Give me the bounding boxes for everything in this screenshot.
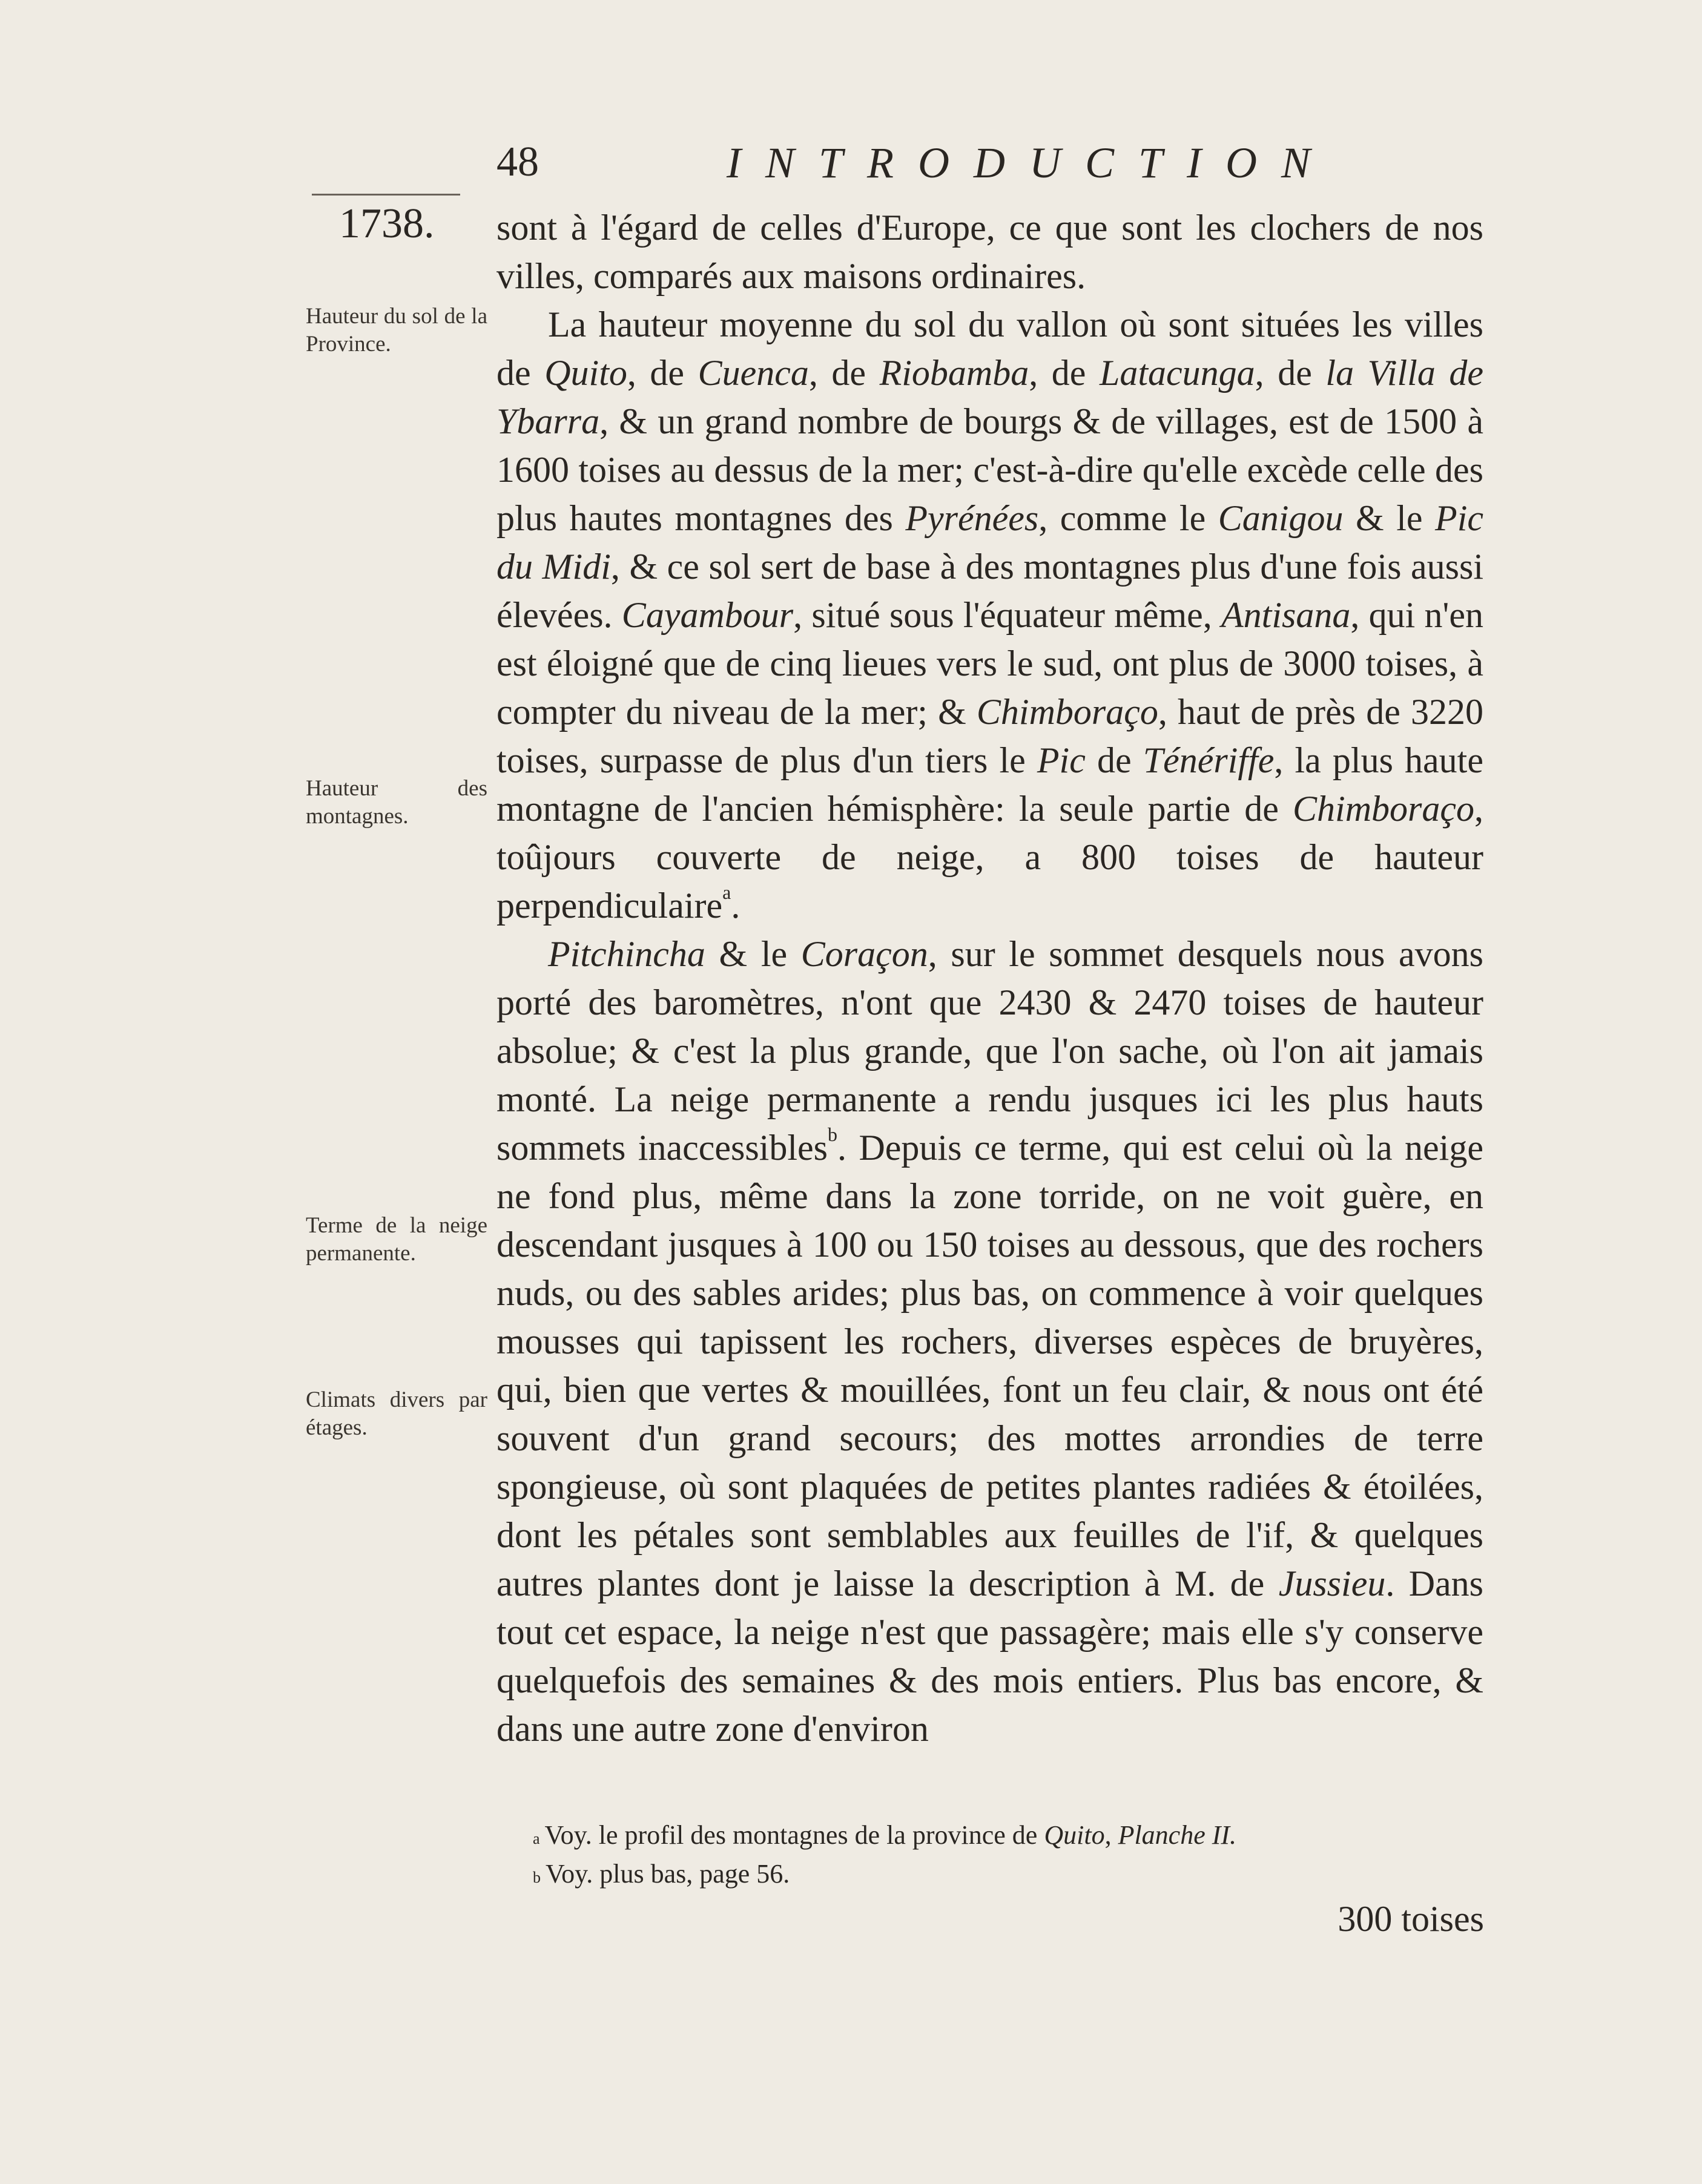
paragraph-1: sont à l'égard de celles d'Europe, ce que sont les clochers de nos villes, comparés aux maisons ordinaires. (496, 208, 1483, 296)
place-chimborazo-2: Chimboraço (1293, 789, 1474, 829)
side-note-terme-neige: Terme de la neige permanente. (306, 1213, 487, 1266)
footnotes (533, 1816, 1489, 1893)
side-note-hauteur-sol: Hauteur du sol de la Province. (306, 304, 487, 357)
place-chimborazo: Chimboraço (976, 692, 1158, 732)
place-pyrenees: Pyrénées (905, 498, 1039, 538)
place-cayambour: Cayambour (621, 595, 794, 635)
place-antisana: Antisana (1221, 595, 1351, 635)
place-teneriffe: Ténériffe (1143, 740, 1275, 780)
place-pic-du-midi: Pic du Midi (496, 498, 1483, 587)
page-number: 48 (496, 139, 539, 185)
place-pic: Pic (1037, 740, 1086, 780)
place-coracon: Coraçon (800, 934, 928, 974)
margin-year: 1738. (339, 200, 435, 247)
footnote-mark-a: a (533, 1830, 540, 1847)
paragraph-2: La hauteur moyenne du sol du vallon où sont situées les villes de Quito, de Cuenca, de Riobamba, de Latacunga, de la Villa de Ybarra, & un grand nombre de bourgs & de villages, est de 1500 à 1600 toises au dessus de la mer; c'est-à-dire qu'elle excède celle des plus hautes montagnes des Pyrénées, comme le Canigou & le Pic du Midi, & ce sol sert de base à des montagnes plus d'une fois aussi élevées. Cayambour, situé sous l'équateur même, Antisana, qui n'en est éloigné que de cinq lieues vers le sud, ont plus de 3000 toises, à compter du niveau de la mer; & Chimboraço, haut de près de 3220 toises, surpasse de plus d'un tiers le Pic de Ténériffe, la plus haute montagne de l'ancien hémisphère: la seule partie de Chimboraço, toûjours couverte de neige, a 800 toises de hauteur perpendiculaire$^a$. (496, 304, 1484, 926)
place-pitchincha: Pitchincha (548, 934, 705, 974)
footnote-mark-b: b (533, 1869, 541, 1886)
side-note-climats: Climats divers par étages. (306, 1387, 487, 1440)
place-villa-ybarra: la Villa de Ybarra (496, 353, 1484, 441)
page-header (496, 138, 1496, 199)
catchword: 300 toises (1338, 1899, 1484, 1939)
paragraph-3: Pitchincha & le Coraçon, sur le sommet desquels nous avons porté des baromètres, n'ont que 2430 & 2470 toises de hauteur absolue; & c'est la plus grande, que l'on sache, où l'on ait jamais monté. La neige permanente a rendu jusques ici les plus hauts sommets inaccessibles$^b$. Depuis ce terme, qui est celui où la neige ne fond plus, même dans la zone torride, on ne voit guère, en descendant jusques à 100 ou 150 toises au dessous, que des rochers nuds, ou des sables arides; plus bas, on commence à voir quelques mousses qui tapissent les rochers, diverses espèces de bruyères, qui, bien que vertes & mouillées, font un feu clair, & nous ont été souvent d'un grand secours; des mottes arrondies de terre spongieuse, où sont plaquées de petites plantes radiées & étoilées, dont les pétales sont semblables aux feuilles de l'if, & quelques autres plantes dont je laisse la description à M. de Jussieu. Dans tout cet espace, la neige n'est que passagère; mais elle s'y conserve quelquefois des semaines & des mois entiers. Plus bas encore, & dans une autre zone d'environ (496, 934, 1484, 1749)
footnote-ref-b[interactable]: b (828, 1123, 837, 1145)
footnote-ref-a[interactable]: a (722, 881, 731, 903)
footnote-a: $^a$ Voy. le profil des montagnes de la province de Quito, Planche II. (533, 1820, 1237, 1850)
place-canigou: Canigou (1218, 498, 1344, 538)
name-jussieu: Jussieu (1278, 1564, 1386, 1603)
running-title: INTRODUCTION (727, 139, 1335, 187)
body-text (496, 203, 1483, 1753)
side-note-hauteur-montagnes: Hauteur des montagnes. (306, 776, 487, 829)
place-quito: Quito (544, 353, 627, 393)
place-latacunga: Latacunga (1100, 353, 1255, 393)
place-cuenca: Cuenca (698, 353, 809, 393)
margin-rule (312, 194, 460, 196)
place-riobamba: Riobamba (879, 353, 1029, 393)
footnote-b: $^b$ Voy. plus bas, page 56. (533, 1859, 790, 1889)
